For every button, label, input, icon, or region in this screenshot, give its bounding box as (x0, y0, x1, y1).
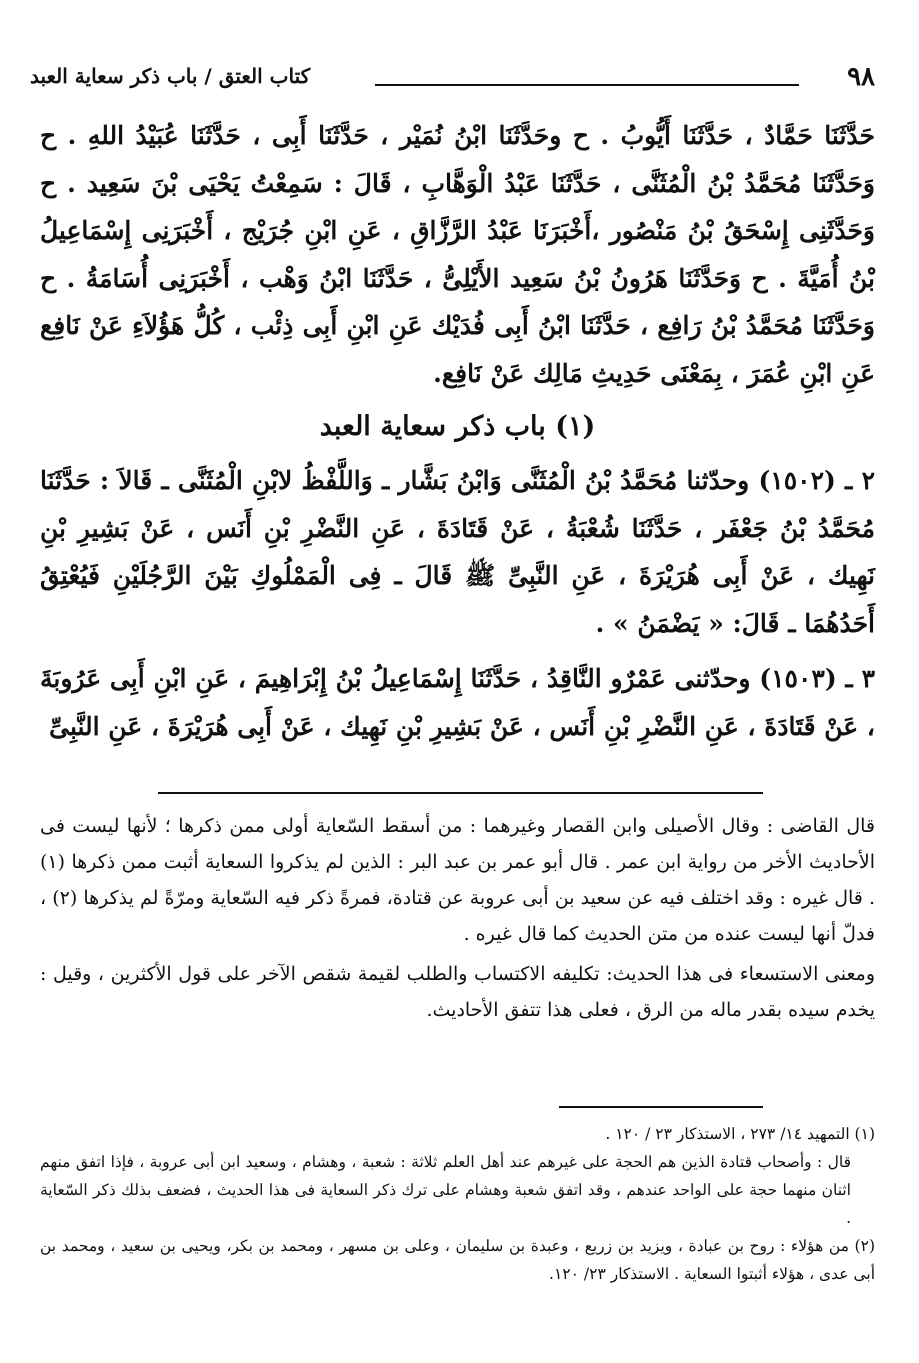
footnotes-section (40, 1120, 875, 1288)
footnote-2: (٢) من هؤلاء : روح بن عبادة ، ويزيد بن زريع ، وعبدة بن سليمان ، وعلى بن مسهر ، ومحمد بن بكر، ويحيى بن سعيد ، ومحمد بن أبى عدى ، هؤلاء أثبتوا السعاية . الاستذكار ٢٣/ ١٢٠. (40, 1237, 875, 1283)
header-rule (375, 84, 799, 86)
commentary-paragraph-2: ومعنى الاستسعاء فى هذا الحديث: تكليفه الاكتساب والطلب لقيمة شقص الآخر على قول الأكثرين ، وقيل : يخدم سيده بقدر ماله من الرق ، فعلى هذا تتفق الأحاديث. (40, 963, 875, 1021)
commentary-section (40, 808, 875, 1028)
section-heading: (١) باب ذكر سعاية العبد (319, 411, 596, 442)
main-text (40, 112, 875, 758)
hadith-paragraph-1502: ٢ ـ (١٥٠٢) وحدّثنا مُحَمَّدُ بْنُ الْمُثَنَّى وَابْنُ بَشَّار ـ وَاللَّفْظُ لابْنِ الْمُثَنَّى ـ قَالاَ : حَدَّثَنَا مُحَمَّدُ بْنُ جَعْفَر ، حَدَّثَنَا شُعْبَةُ ، عَنْ قَتَادَةَ ، عَنِ النَّضْرِ بْنِ أَنَس ، عَنْ بَشِيرِ بْنِ نَهِيك ، عَنْ أَبِى هُرَيْرَةَ ، عَنِ النَّبِىِّ ﷺ قَالَ ـ فِى الْمَمْلُوكِ بَيْنَ الرَّجُلَيْنِ فَيُعْتِقُ أَحَدُهُمَا ـ قَالَ: « يَضْمَنُ » . (40, 466, 875, 638)
page-header (30, 58, 879, 98)
footnote-divider (559, 1106, 763, 1108)
running-title: كتاب العتق / باب ذكر سعاية العبد (30, 64, 311, 88)
footnote-1: (١) التمهيد ١٤/ ٢٧٣ ، الاستذكار ٢٣ / ١٢٠ . (605, 1125, 875, 1143)
hadith-paragraph-1503: ٣ ـ (١٥٠٣) وحدّثنى عَمْرٌو النَّاقِدُ ، حَدَّثَنَا إِسْمَاعِيلُ بْنُ إِبْرَاهِيمَ ، عَنِ ابْنِ أَبِى عَرُوبَةَ ، عَنْ قَتَادَةَ ، عَنِ النَّضْرِ بْنِ أَنَس ، عَنْ بَشِيرِ بْنِ نَهِيك ، عَنْ أَبِى هُرَيْرَةَ ، عَنِ النَّبِىِّ (40, 664, 875, 741)
commentary-divider (158, 792, 763, 794)
intro-paragraph: حَدَّثَنَا حَمَّادٌ ، حَدَّثَنَا أَيُّوبُ . ح وحَدَّثَنَا ابْنُ نُمَيْر ، حَدَّثَنَا أَبِى ، حَدَّثَنَا عُبَيْدُ اللهِ . ح وَحَدَّثَنَا مُحَمَّدُ بْنُ الْمُثَنَّى ، حَدَّثَنَا عَبْدُ الْوَهَّابِ ، قَالَ : سَمِعْتُ يَحْيَى بْنَ سَعِيد . ح وَحَدَّثَنِى إِسْحَقُ بْنُ مَنْصُور ،أَخْبَرَنَا عَبْدُ الرَّزَّاقِ ، عَنِ ابْنِ جُرَيْج ، أَخْبَرَنِى إِسْمَاعِيلُ بْنُ أُمَيَّةَ . ح وَحَدَّثَنَا هَرُونُ بْنُ سَعِيد الأَيْلِىُّ ، حَدَّثَنَا ابْنُ وَهْب ، أَخْبَرَنِى أُسَامَةُ . ح وَحَدَّثَنَا مُحَمَّدُ بْنُ رَافِع ، حَدَّثَنَا ابْنُ أَبِى فُدَيْك عَنِ ابْنِ أَبِى ذِئْب ، كُلُّ هَؤُلاَءِ عَنْ نَافِع عَنِ ابْنِ عُمَرَ ، بِمَعْنَى حَدِيثِ مَالِك عَنْ نَافِع. (40, 121, 875, 388)
footnote-1-continuation: قال : وأصحاب قتادة الذين هم الحجة على غيرهم عند أهل العلم ثلاثة : شعبة ، وهشام ، وسعيد ابن أبى عروبة ، فإذا اتفق منهم اثنان منهما حجة على الواحد عندهم ، وقد اتفق شعبة وهشام على ترك ذكر السعاية فى هذا الحديث ، فضعف بذلك ذكر السّعاية . (40, 1153, 851, 1227)
page-number: ٩٨ (847, 62, 875, 92)
commentary-paragraph-1: قال القاضى : وقال الأصيلى وابن القصار وغيرهما : من أسقط السّعاية أولى ممن ذكرها ؛ لأنها ليست فى الأحاديث الأخر من رواية ابن عمر . قال أبو عمر بن عبد البر : الذين لم يذكروا السعاية أثبت ممن ذكرها (١) . قال غيره : وقد اختلف فيه عن سعيد بن أبى عروبة عن قتادة، فمرةً ذكر فيه السّعاية ومرّةً لم يذكرها (٢) ، فدلّ أنها ليست عنده من متن الحديث كما قال غيره . (40, 815, 875, 945)
